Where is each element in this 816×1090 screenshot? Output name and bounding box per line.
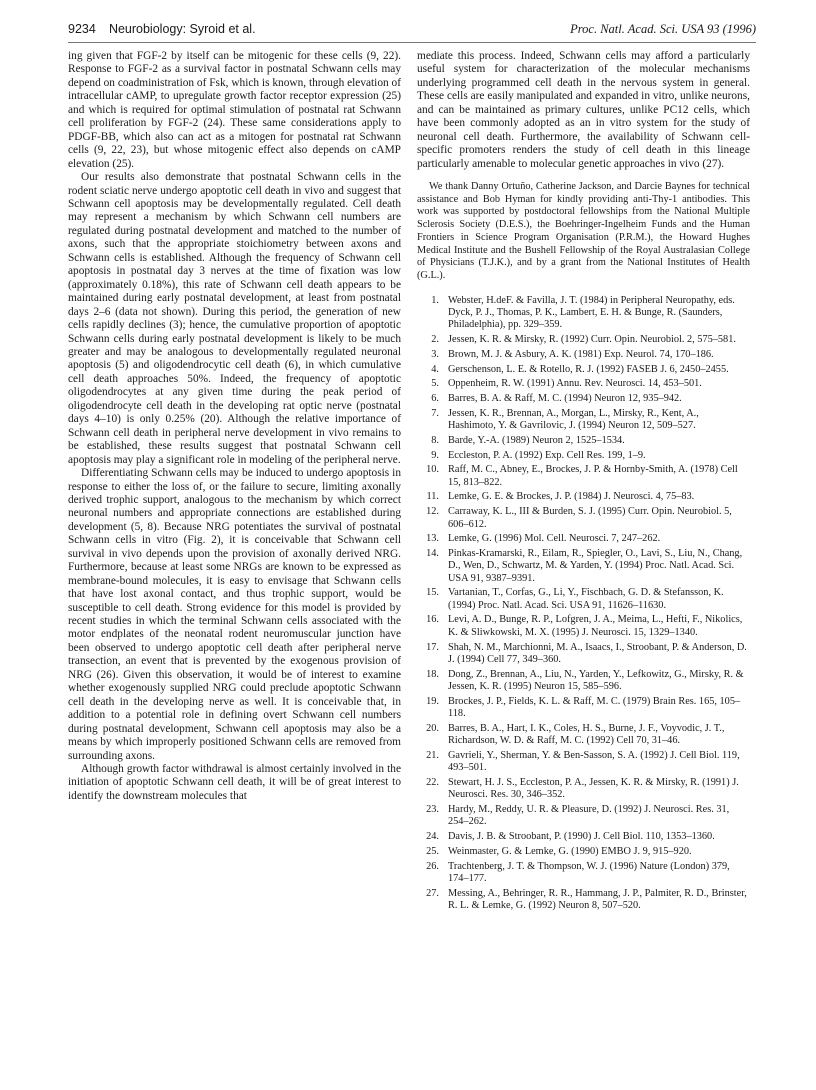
reference-item xyxy=(417,334,750,346)
reference-number: 12. xyxy=(426,506,439,518)
reference-number: 8. xyxy=(431,434,439,446)
left-column xyxy=(68,50,401,803)
reference-number: 18. xyxy=(426,668,439,680)
reference-item xyxy=(417,642,750,667)
reference-item xyxy=(417,696,750,721)
reference-list xyxy=(417,295,750,913)
reference-number: 27. xyxy=(426,887,439,899)
reference-text: Shah, N. M., Marchionni, M. A., Isaacs, I., Stroobant, P. & Anderson, D. J. (1994) Cell 77, 349–360. xyxy=(448,641,747,665)
reference-item xyxy=(417,846,750,858)
reference-text: Hardy, M., Reddy, U. R. & Pleasure, D. (1992) J. Neurosci. Res. 31, 254–262. xyxy=(448,804,730,828)
reference-text: Brockes, J. P., Fields, K. L. & Raff, M. C. (1979) Brain Res. 165, 105–118. xyxy=(448,695,741,720)
reference-text: Messing, A., Behringer, R. R., Hammang, J. P., Palmiter, R. D., Brinster, R. L. & Lemke, G. (1992) Neuron 8, 507–520. xyxy=(448,887,747,911)
reference-text: Lemke, G. E. & Brockes, J. P. (1984) J. Neurosci. 4, 75–83. xyxy=(448,491,695,503)
reference-item xyxy=(417,450,750,462)
reference-text: Jessen, K. R. & Mirsky, R. (1992) Curr. Opin. Neurobiol. 2, 575–581. xyxy=(448,334,736,346)
reference-number: 9. xyxy=(431,449,439,461)
reference-text: Barres, B. A. & Raff, M. C. (1994) Neuron 12, 935–942. xyxy=(448,393,682,405)
reference-number: 14. xyxy=(426,547,439,559)
reference-number: 25. xyxy=(426,845,439,857)
reference-item xyxy=(417,464,750,489)
reference-text: Lemke, G. (1996) Mol. Cell. Neurosci. 7, 247–262. xyxy=(448,533,661,545)
acknowledgment: We thank Danny Ortuño, Catherine Jackson, and Darcie Baynes for technical assistance and Bob Hyman for kindly providing anti-Thy-1 antibodies. This work was supported by postdoctoral fellowships from the National Multiple Sclerosis Society (D.E.S.), the Boehringer-Ingelheim Funds and the Human Frontiers in Science Program Organisation (P.R.M.), the Howard Hughes Medical Institute and the Bushell Fellowship of the Royal Australasian College of Physicians (T.J.K.), and by a grant from the National Institutes of Health (G.L.). xyxy=(417,181,750,281)
reference-item xyxy=(417,506,750,531)
body-paragraph: Differentiating Schwann cells may be induced to undergo apoptosis in response to either the loss of, or the failure to secure, limiting axonally derived trophic support, analogous to the mechanism by which correct neuronal numbers and appropriate connections are established during development (5, 8). Because NRG potentiates the survival of postnatal Schwann cells in vitro (Fig. 2), it is conceivable that Schwann cell survival in vivo depends upon the provision of axonally derived NRG. Furthermore, because at least some NRGs are known to be expressed as membrane-bound molecules, it is easy to envisage that Schwann cells that have lost axonal contact, and thus trophic support, would be susceptible to cell death. Strong evidence for this model is provided by recent studies in which the terminal Schwann cells associated with the motor endplates of the neonatal rodent neuromuscular junction have been observed to undergo apoptotic cell death after peripheral nerve transection, an event that is prevented by the exogenous provision of NRG (26). Given this observation, it would be of interest to examine whether exogenously supplied NRG could preclude apoptotic Schwann cell death in the developing nerve as well. It is conceivable that, in addition to a potential role in defining overt Schwann cell numbers during postnatal development, Schwann cell apoptosis may also be a means by which improperly positioned Schwann cells are removed from surrounding axons. xyxy=(68,467,401,762)
reference-text: Dong, Z., Brennan, A., Liu, N., Yarden, Y., Lefkowitz, G., Mirsky, R. & Jessen, K. R. (1995) Neuron 15, 585–596. xyxy=(448,668,744,692)
reference-item xyxy=(417,750,750,775)
reference-text: Vartanian, T., Corfas, G., Li, Y., Fischbach, G. D. & Stefansson, K. (1994) Proc. Natl. Acad. Sci. USA 91, 11626–11630. xyxy=(448,587,724,611)
reference-text: Gerschenson, L. E. & Rotello, R. J. (1992) FASEB J. 6, 2450–2455. xyxy=(448,363,729,375)
reference-number: 10. xyxy=(426,464,439,476)
reference-number: 21. xyxy=(426,749,439,761)
reference-item xyxy=(417,669,750,694)
reference-item xyxy=(417,614,750,639)
reference-item xyxy=(417,777,750,802)
reference-number: 24. xyxy=(426,831,439,843)
reference-number: 17. xyxy=(426,641,439,653)
reference-text: Levi, A. D., Bunge, R. P., Lofgren, J. A., Meima, L., Hefti, F., Nikolics, K. & Sliwkowski, M. X. (1995) J. Neurosci. 15, 1329–1340. xyxy=(448,614,743,638)
reference-item xyxy=(417,587,750,612)
reference-item xyxy=(417,295,750,332)
body-paragraph: mediate this process. Indeed, Schwann cells may afford a particularly useful system for characterization of the molecular mechanisms underlying programmed cell death in the nervous system in general. These cells are easily manipulated and expanded in vitro, unlike neurons, and can be maintained as primary cultures, unlike PC12 cells, which have been commonly adopted as an in vitro system for the study of neuronal cell death. Furthermore, the availability of Schwann cell-specific promoters renders the study of cell death in this lineage particularly amenable to molecular genetic approaches in vivo (27). xyxy=(417,50,750,170)
reference-number: 16. xyxy=(426,614,439,626)
reference-item xyxy=(417,804,750,829)
reference-number: 5. xyxy=(431,378,439,390)
journal-citation: Proc. Natl. Acad. Sci. USA 93 (1996) xyxy=(570,22,756,36)
reference-number: 19. xyxy=(426,695,439,707)
reference-text: Carraway, K. L., III & Burden, S. J. (1995) Curr. Opin. Neurobiol. 5, 606–612. xyxy=(448,506,732,530)
reference-text: Barde, Y.-A. (1989) Neuron 2, 1525–1534. xyxy=(448,434,625,446)
reference-item xyxy=(417,408,750,433)
reference-text: Webster, H.deF. & Favilla, J. T. (1984) in Peripheral Neuropathy, eds. Dyck, P. J., Thomas, P. K., Lambert, E. H. & Bunge, R. (Saunders, Philadelphia), pp. 329–359. xyxy=(448,294,735,331)
reference-number: 1. xyxy=(431,294,439,306)
reference-item xyxy=(417,491,750,503)
reference-number: 23. xyxy=(426,804,439,816)
reference-number: 2. xyxy=(431,334,439,346)
reference-number: 7. xyxy=(431,407,439,419)
reference-item xyxy=(417,364,750,376)
reference-number: 20. xyxy=(426,722,439,734)
reference-number: 6. xyxy=(431,393,439,405)
reference-item xyxy=(417,349,750,361)
reference-text: Jessen, K. R., Brennan, A., Morgan, L., Mirsky, R., Kent, A., Hashimoto, Y. & Gavrilovic, J. (1994) Neuron 12, 509–527. xyxy=(448,407,699,432)
body-paragraph: ing given that FGF-2 by itself can be mitogenic for these cells (9, 22). Response to FGF-2 as a survival factor in postnatal Schwann cells may depend on coadministration of Fsk, which is known, through elevation of intracellular cAMP, to upregulate growth factor receptor expression (25) and which is required for optimal stimulation of postnatal rat Schwann cell proliferation by FGF-2 (24). These same considerations apply to PDGF-BB, which also can act as a mitogen for postnatal rat Schwann cells (9, 22, 23), but whose mitogenic effect also depends on cAMP elevation (25). xyxy=(68,50,401,170)
reference-text: Oppenheim, R. W. (1991) Annu. Rev. Neurosci. 14, 453–501. xyxy=(448,378,702,390)
reference-item xyxy=(417,723,750,748)
reference-text: Raff, M. C., Abney, E., Brockes, J. P. & Hornby-Smith, A. (1978) Cell 15, 813–822. xyxy=(448,464,738,488)
reference-number: 4. xyxy=(431,363,439,375)
reference-number: 22. xyxy=(426,776,439,788)
running-header xyxy=(68,20,756,43)
reference-item xyxy=(417,393,750,405)
body-paragraph: Although growth factor withdrawal is almost certainly involved in the initiation of apoptotic Schwann cell death, it will be of great interest to identify the downstream molecules that xyxy=(68,763,401,802)
reference-text: Barres, B. A., Hart, I. K., Coles, H. S., Burne, J. F., Voyvodic, J. T., Richardson, W. D. & Raff, M. C. (1992) Cell 70, 31–46. xyxy=(448,722,725,747)
reference-number: 15. xyxy=(426,587,439,599)
right-column xyxy=(417,50,750,915)
reference-number: 26. xyxy=(426,860,439,872)
reference-text: Davis, J. B. & Stroobant, P. (1990) J. Cell Biol. 110, 1353–1360. xyxy=(448,831,715,843)
page-number: 9234 xyxy=(68,22,96,36)
reference-item xyxy=(417,435,750,447)
reference-number: 11. xyxy=(426,491,439,503)
reference-text: Pinkas-Kramarski, R., Eilam, R., Spiegler, O., Lavi, S., Liu, N., Chang, D., Wen, D., Schwartz, M. & Yarden, Y. (1994) Proc. Natl. Acad. Sci. USA 91, 9387–9391. xyxy=(448,547,743,584)
reference-item xyxy=(417,861,750,886)
reference-text: Brown, M. J. & Asbury, A. K. (1981) Exp. Neurol. 74, 170–186. xyxy=(448,348,714,360)
reference-item xyxy=(417,888,750,913)
reference-item xyxy=(417,548,750,585)
reference-text: Eccleston, P. A. (1992) Exp. Cell Res. 199, 1–9. xyxy=(448,449,646,461)
body-paragraph: Our results also demonstrate that postnatal Schwann cells in the rodent sciatic nerve undergo apoptotic cell death in vivo and suggest that Schwann cell apoptosis may be developmentally regulated. Cell death may represent a mechanism by which Schwann cell numbers are regulated during postnatal development and matched to the number of axons, such that the appropriate stoichiometry between axons and Schwann cells is established. Although the frequency of Schwann cell apoptosis in postnatal day 3 nerves at the time of fixation was low (approximately 0.18%), this rate of Schwann cell death appears to be maintained during early postnatal development, at least from postnatal days 2–6 (data not shown). During this period, the generation of new cells rapidly declines (3); hence, the cumulative proportion of apoptotic Schwann cells during early postnatal development is likely to be much greater and may be analogous to developmentally regulated neuronal apoptosis (5) and oligodendrocytic cell death (6), in which cumulative cell death approaches 50%. Indeed, the frequency of apoptotic oligodendrocytes at any given time during the peak period of oligodendrocyte cell death in the developing rat optic nerve (postnatal days 4–10) is only 0.25% (20). Although the relative importance of Schwann cell death in peripheral nerve development in vivo remains to be established, these results suggest that postnatal Schwann cell apoptosis may play a significant role in modeling of the peripheral nerve. xyxy=(68,171,401,466)
reference-text: Trachtenberg, J. T. & Thompson, W. J. (1996) Nature (London) 379, 174–177. xyxy=(448,860,730,884)
reference-item xyxy=(417,831,750,843)
reference-item xyxy=(417,378,750,390)
reference-item xyxy=(417,533,750,545)
reference-text: Stewart, H. J. S., Eccleston, P. A., Jessen, K. R. & Mirsky, R. (1991) J. Neurosci. Res. 30, 346–352. xyxy=(448,776,739,801)
reference-number: 3. xyxy=(431,348,439,360)
section-authors: Neurobiology: Syroid et al. xyxy=(108,22,256,36)
reference-text: Weinmaster, G. & Lemke, G. (1990) EMBO J. 9, 915–920. xyxy=(448,845,692,857)
reference-text: Gavrieli, Y., Sherman, Y. & Ben-Sasson, S. A. (1992) J. Cell Biol. 119, 493–501. xyxy=(448,749,740,774)
reference-number: 13. xyxy=(426,533,439,545)
